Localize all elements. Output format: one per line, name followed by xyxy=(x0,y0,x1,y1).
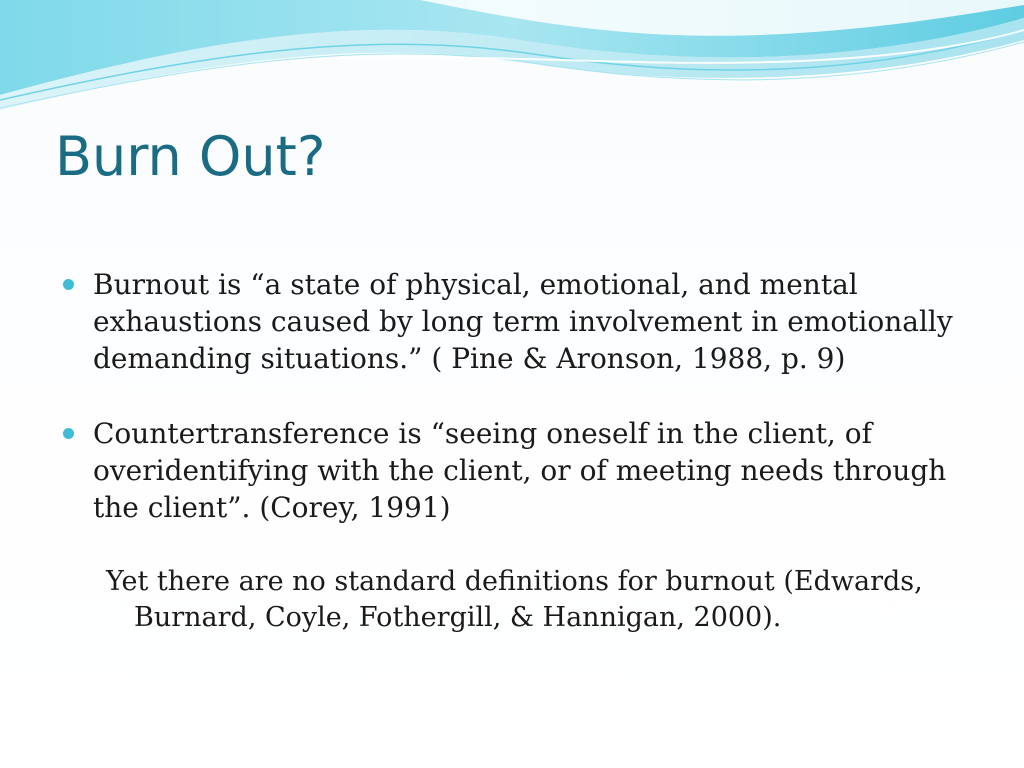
slide-title: Burn Out? xyxy=(55,125,326,188)
bullet-text: Burnout is “a state of physical, emotional, and mental exhaustions caused by long term involvement in emotionally demanding situations.” ( Pine & Aronson, 1988, p. 9) xyxy=(93,268,953,375)
bullet-dot-icon xyxy=(63,279,74,290)
footnote-text: Yet there are no standard definitions for burnout (Edwards, Burnard, Coyle, Fothergill, & Hannigan, 2000). xyxy=(106,566,923,633)
slide-body xyxy=(62,266,962,636)
header-wave-decoration xyxy=(0,0,1024,120)
bullet-item-countertransference xyxy=(62,415,962,526)
bullet-dot-icon xyxy=(63,428,74,439)
bullet-item-burnout xyxy=(62,266,962,377)
bullet-text: Countertransference is “seeing oneself in the client, of overidentifying with the client, or of meeting needs through the client”. (Corey, 1991) xyxy=(93,417,947,524)
